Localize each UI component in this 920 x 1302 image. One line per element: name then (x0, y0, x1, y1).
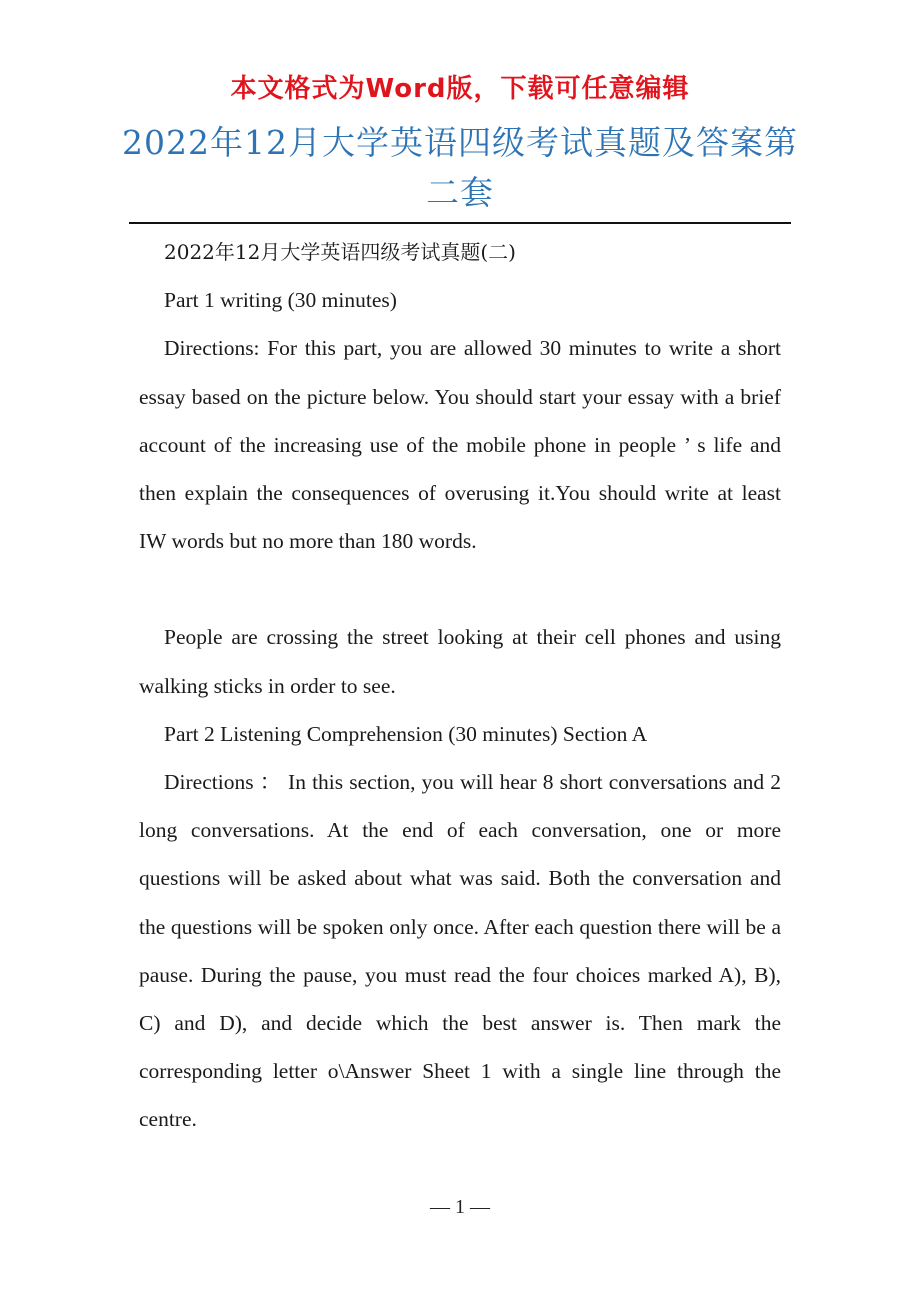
part2-directions: Directions ： In this section, you will hear 8 short conversations and 2 long conversations. At the end of each conversation, one or more questions will be asked about what was said. Both the conversation and the questions will be spoken only once. After each question there will be a pause. During the pause, you must read the four choices marked A), B), C) and D), and decide which the best answer is. Then mark the corresponding letter o\Answer Sheet 1 with a single line through the centre. (139, 770, 781, 1132)
picture-placeholder-gap (139, 565, 781, 613)
part1-directions: Directions: For this part, you are allowed 30 minutes to write a short essay based on the picture below. You should start your essay with a brief account of the increasing use of the mobile phone in people ’ s life and then explain the consequences of overusing it.You should write at least IW words but no more than 180 words. (139, 336, 781, 554)
word-format-notice: 本文格式为Word版，下载可任意编辑 (230, 74, 690, 104)
title-divider (129, 222, 791, 224)
part2-heading: Part 2 Listening Comprehension (30 minutes) Section A (164, 721, 648, 746)
document-title: 2022年12月大学英语四级考试真题及答案第二套 (122, 123, 798, 212)
page-number: — 1 — (430, 1196, 490, 1218)
part1-heading: Part 1 writing (30 minutes) (164, 288, 397, 313)
exam-subtitle: 2022年12月大学英语四级考试真题(二) (164, 240, 516, 264)
picture-description: People are crossing the street looking at their cell phones and using walking sticks in order to see. (139, 625, 781, 698)
document-body (139, 228, 781, 1144)
